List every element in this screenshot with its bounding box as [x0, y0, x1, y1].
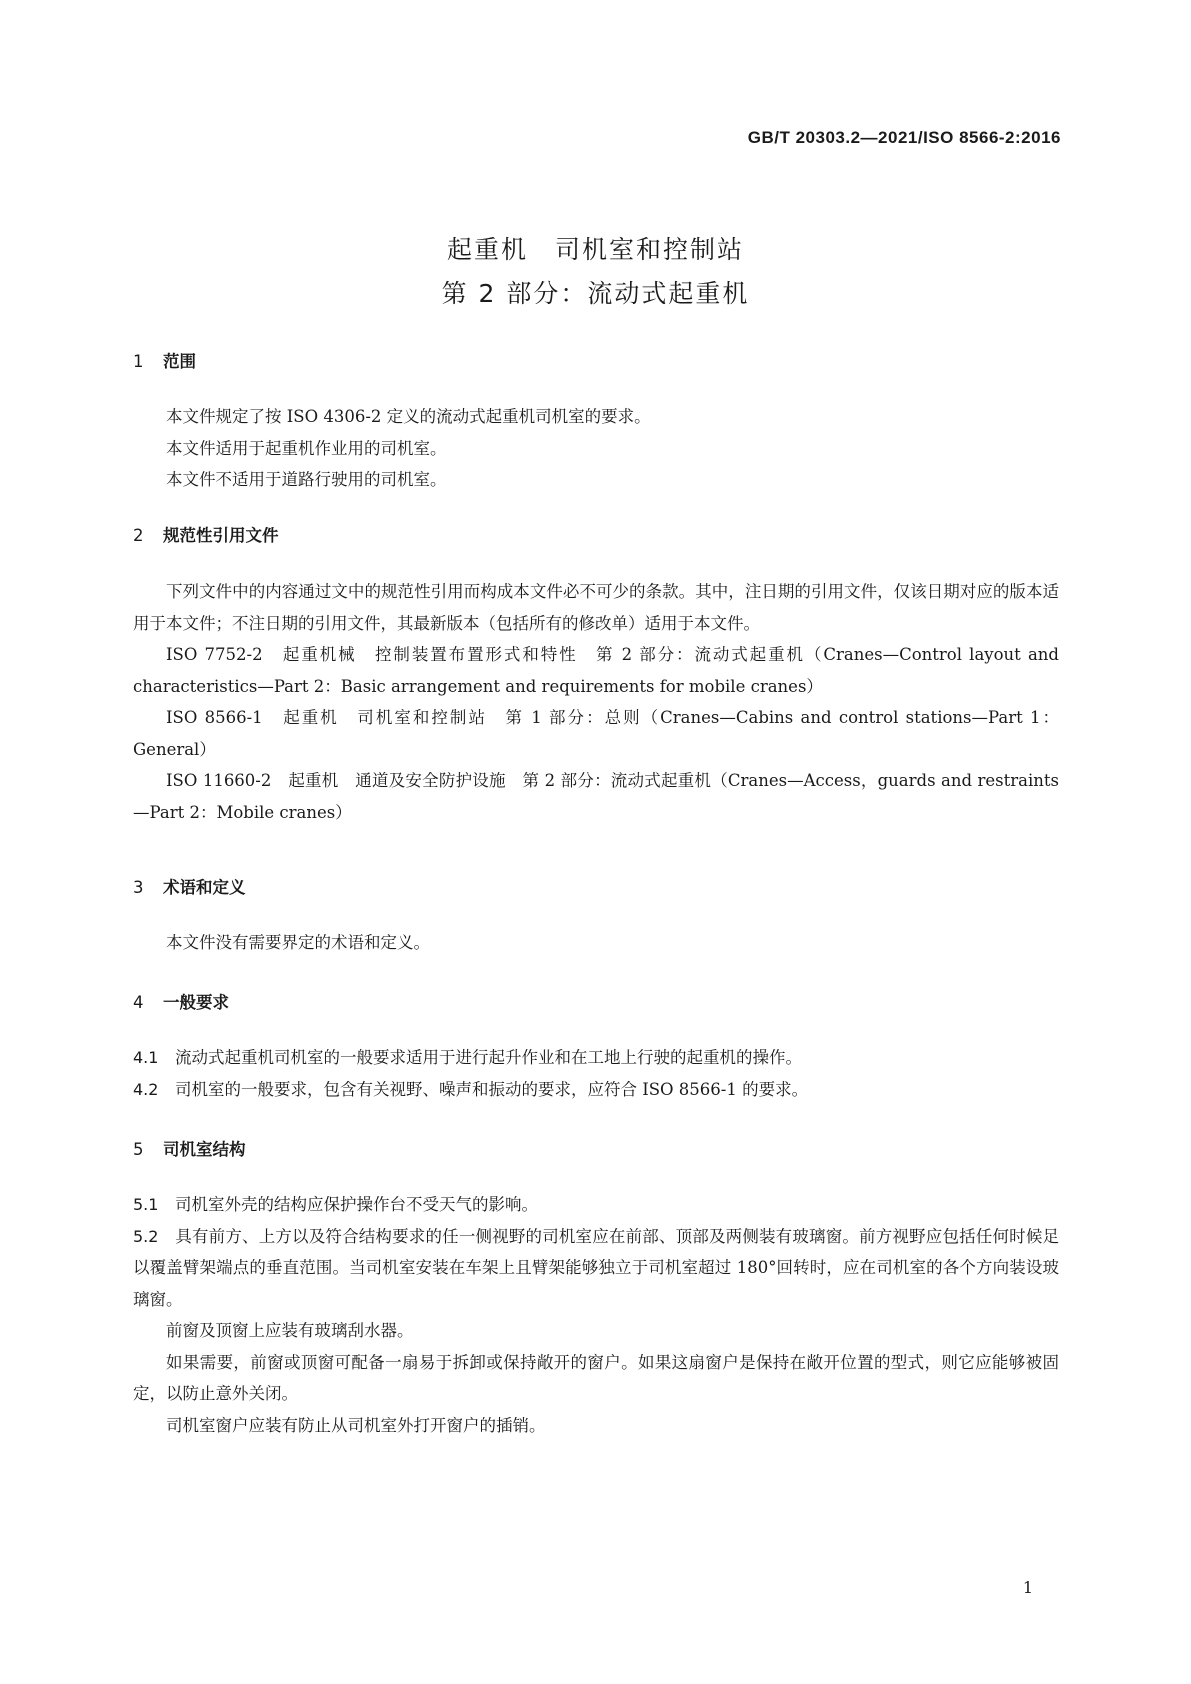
- paragraph: 下列文件中的内容通过文中的规范性引用而构成本文件必不可少的条款。其中，注日期的引用文件，仅该日期对应的版本适用于本文件；不注日期的引用文件，其最新版本（包括所有的修改单）适用于本文件。: [133, 582, 1059, 633]
- section-number: 4: [133, 993, 144, 1012]
- clause-5-1: [133, 1189, 1059, 1221]
- section-1-body: [133, 401, 1059, 496]
- section-title: 规范性引用文件: [163, 526, 279, 545]
- section-1-heading: [133, 348, 196, 372]
- paragraph: 本文件适用于起重机作业用的司机室。: [166, 438, 447, 458]
- paragraph: 如果需要，前窗或顶窗可配备一扇易于拆卸或保持敞开的窗户。如果这扇窗户是保持在敞开位置的型式，则它应能够被固定，以防止意外关闭。: [133, 1352, 1059, 1403]
- section-title: 司机室结构: [163, 1140, 246, 1159]
- section-number: 3: [133, 878, 144, 897]
- section-4-body: [133, 1042, 1059, 1105]
- clause-number: 5.2: [133, 1226, 159, 1246]
- clause-text: 具有前方、上方以及符合结构要求的任一侧视野的司机室应在前部、顶部及两侧装有玻璃窗。前方视野应包括任何时候足以覆盖臂架端点的垂直范围。当司机室安装在车架上且臂架能够独立于司机室超过 180°回转时，应在司机室的各个方向装设玻璃窗。: [133, 1226, 1060, 1309]
- section-3-heading: [133, 874, 246, 898]
- section-5-heading: [133, 1136, 246, 1160]
- clause-number: 5.1: [133, 1195, 159, 1214]
- section-title: 术语和定义: [163, 878, 246, 897]
- section-number: 5: [133, 1140, 144, 1159]
- paragraph: 本文件规定了按 ISO 4306-2 定义的流动式起重机司机室的要求。: [166, 407, 651, 426]
- section-5-body: [133, 1189, 1059, 1441]
- reference-item: ISO 7752-2 起重机械 控制装置布置形式和特性 第 2 部分：流动式起重机（Cranes—Control layout and characteristics—Part 2：Basic arrangement and requirements for mobile cranes）: [133, 645, 1059, 696]
- document-title-line2: 第 2 部分：流动式起重机: [441, 279, 750, 308]
- standard-code: GB/T 20303.2—2021/ISO 8566-2:2016: [747, 128, 1061, 147]
- reference-item: ISO 11660-2 起重机 通道及安全防护设施 第 2 部分：流动式起重机（Cranes—Access，guards and restraints—Part 2：Mobile cranes）: [133, 771, 1059, 822]
- paragraph: 本文件没有需要界定的术语和定义。: [166, 933, 430, 952]
- section-title: 一般要求: [163, 993, 229, 1012]
- section-number: 1: [133, 352, 144, 371]
- clause-text: 流动式起重机司机室的一般要求适用于进行起升作业和在工地上行驶的起重机的操作。: [174, 1048, 802, 1067]
- clause-number: 4.1: [133, 1048, 159, 1067]
- document-title-line1: 起重机 司机室和控制站: [446, 235, 744, 264]
- clause-4-2: [133, 1074, 1059, 1106]
- paragraph: 前窗及顶窗上应装有玻璃刮水器。: [166, 1321, 414, 1340]
- clause-5-2: [133, 1221, 1059, 1316]
- reference-item: ISO 8566-1 起重机 司机室和控制站 第 1 部分：总则（Cranes—Cabins and control stations—Part 1：General）: [133, 708, 1059, 759]
- section-2-heading: [133, 522, 279, 546]
- section-title: 范围: [163, 352, 196, 371]
- paragraph: 本文件不适用于道路行驶用的司机室。: [166, 470, 447, 489]
- section-number: 2: [133, 526, 144, 545]
- paragraph: 司机室窗户应装有防止从司机室外打开窗户的插销。: [166, 1415, 546, 1435]
- clause-number: 4.2: [133, 1079, 159, 1099]
- page-number: 1: [1022, 1578, 1033, 1597]
- clause-text: 司机室的一般要求，包含有关视野、噪声和振动的要求，应符合 ISO 8566-1 的要求。: [174, 1079, 809, 1099]
- section-2-body: [133, 576, 1059, 828]
- clause-text: 司机室外壳的结构应保护操作台不受天气的影响。: [174, 1195, 538, 1214]
- clause-4-1: [133, 1042, 1059, 1074]
- section-4-heading: [133, 989, 229, 1013]
